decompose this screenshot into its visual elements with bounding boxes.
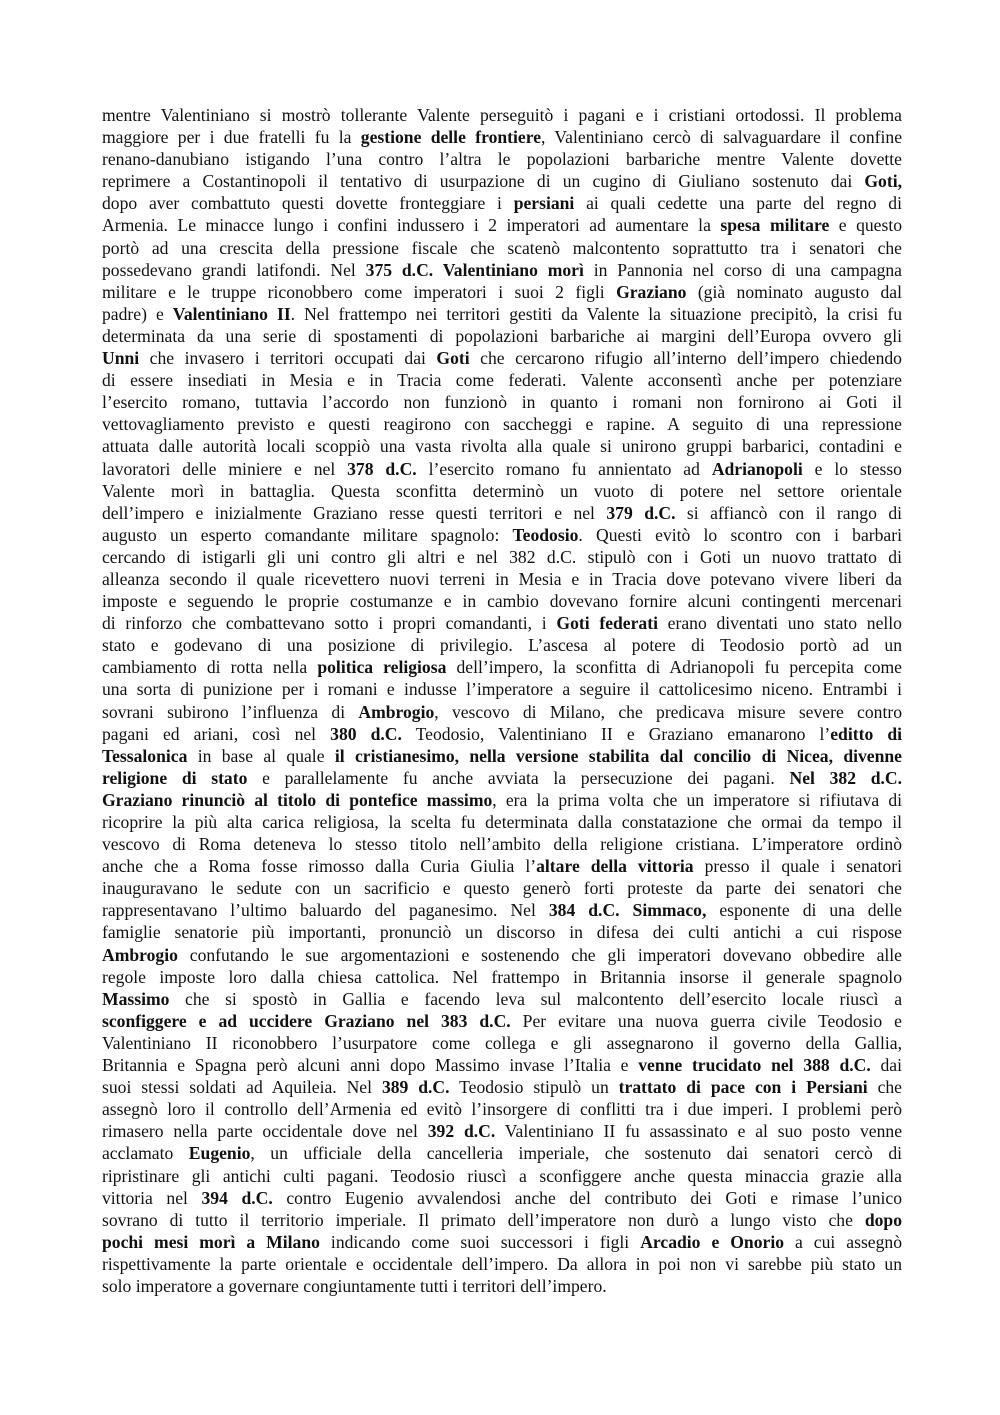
bold-text: Goti, <box>864 171 902 192</box>
bold-text: 375 d.C. Valentiniano morì <box>365 259 584 280</box>
text-span: ripristinare gli antichi culti pagani. Teodosio riuscì a sconfiggere anche questa minaccia grazie alla <box>102 1165 902 1186</box>
text-span: confutando le sue argomentazioni e sostenendo che gli imperatori dovevano obbedire alle <box>177 944 902 965</box>
bold-text: religione di stato <box>102 767 248 788</box>
bold-text: 384 d.C. Simmaco, <box>548 900 707 921</box>
text-span: Valentiniano II riconobbero l’usurpatore come collega e gli assegnarono il governo della Gallia, <box>102 1032 902 1053</box>
text-span: alleanza secondo il quale ricevettero nuovi terreni in Mesia e in Tracia dove potevano vivere liberi da <box>102 568 902 589</box>
text-span: imposte e seguendo le proprie costumanze e in cambio dovevano fornire alcuni contingenti mercenari <box>102 591 902 612</box>
text-span: Teodosio, Valentiniano II e Graziano emanarono l’ <box>401 723 831 744</box>
text-line <box>102 524 902 546</box>
bold-text: trattato di pace con i Persiani <box>618 1077 868 1098</box>
text-span: portò ad una crescita della pressione fiscale che scatenò malcontento soprattutto tra i senatori che <box>102 237 902 258</box>
text-line <box>102 1098 902 1120</box>
text-line <box>102 678 902 700</box>
text-line <box>102 369 902 391</box>
text-line <box>102 1142 902 1164</box>
text-line <box>102 1076 902 1098</box>
text-span: mentre Valentiniano si mostrò tollerante Valente perseguitò i pagani e i cristiani ortodossi. Il problema <box>102 105 902 125</box>
text-span: . Questi evitò lo scontro con i barbari <box>578 524 902 545</box>
text-span: , Valentiniano cercò di salvaguardare il confine <box>541 127 902 148</box>
text-line <box>102 192 902 214</box>
bold-text: Massimo <box>102 988 170 1009</box>
text-line <box>102 435 902 457</box>
text-span: in base al quale <box>187 745 335 766</box>
text-span: , era la prima volta che un imperatore si rifiutava di <box>492 789 903 810</box>
bold-text: Graziano rinunciò al titolo di pontefice massimo <box>102 789 493 810</box>
text-span: Per evitare una nuova guerra civile Teodosio e <box>510 1010 902 1031</box>
text-span: Valentiniano II fu assassinato e al suo posto venne <box>495 1121 902 1142</box>
text-span: vettovagliamento previsto e questi reagirono con saccheggi e rapine. A seguito di una repressione <box>102 414 902 435</box>
text-line <box>102 1253 902 1275</box>
text-line <box>102 833 902 855</box>
text-line <box>102 1165 902 1187</box>
bold-text: 394 d.C. <box>201 1187 273 1208</box>
text-line <box>102 104 902 126</box>
text-line <box>102 701 902 723</box>
text-span: dopo aver combattuto questi dovette fronteggiare i <box>102 193 514 214</box>
text-span: vittoria nel <box>102 1187 202 1208</box>
text-line <box>102 634 902 656</box>
text-span: a cui assegnò <box>784 1231 902 1252</box>
text-span: stato e godevano di una posizione di privilegio. L’ascesa al potere di Teodosio portò ad un <box>102 635 902 656</box>
text-span: militare e le truppe riconobbero come imperatori i suoi 2 figli <box>102 281 617 302</box>
bold-text: 380 d.C. <box>330 723 402 744</box>
bold-text: editto di <box>830 723 902 744</box>
bold-text: Tessalonica <box>102 745 188 766</box>
text-span: lavoratori delle miniere e nel <box>102 458 348 479</box>
text-span: Teodosio stipulò un <box>449 1077 619 1098</box>
bold-text: Valentiniano II <box>172 303 291 324</box>
text-span: rimasero nella parte occidentale dove nel <box>102 1121 428 1142</box>
bold-text: il cristianesimo, nella versione stabilita dal concilio di Nicea, divenne <box>334 745 902 766</box>
text-span: sovrani subirono l’influenza di <box>102 701 359 722</box>
text-line <box>102 170 902 192</box>
text-span: (già nominato augusto dal <box>686 281 902 302</box>
text-line <box>102 458 902 480</box>
text-line <box>102 966 902 988</box>
text-span: cambiamento di rotta nella <box>102 657 318 678</box>
text-span: esponente di una delle <box>706 900 902 921</box>
text-span: inauguravano le sedute con un sacrificio e questo generò forti proteste da parte dei senatori che <box>102 878 902 899</box>
text-line <box>102 899 902 921</box>
text-line <box>102 988 902 1010</box>
text-span: si affiancò con il rango di <box>675 502 902 523</box>
text-span: pagani ed ariani, così nel <box>102 723 331 744</box>
text-span: una sorta di punizione per i romani e indusse l’imperatore a seguire il cattolicesimo niceno. Entrambi i <box>102 679 902 700</box>
text-line <box>102 612 902 634</box>
bold-text: Nel 382 d.C. <box>789 767 902 788</box>
text-span: che invasero i territori occupati dai <box>139 348 437 369</box>
text-line <box>102 855 902 877</box>
text-span: Britannia e Spagna però alcuni anni dopo Massimo invase l’Italia e <box>102 1055 639 1076</box>
bold-text: Graziano <box>616 281 687 302</box>
text-line <box>102 1187 902 1209</box>
text-span: che <box>867 1077 902 1098</box>
bold-text: sconfiggere e ad uccidere Graziano nel 383 d.C. <box>102 1010 511 1031</box>
text-line <box>102 259 902 281</box>
bold-text: Goti <box>436 348 470 369</box>
text-span: . Nel frattempo nei territori gestiti da Valente la situazione precipitò, la crisi fu <box>290 303 902 324</box>
text-span: l’esercito romano fu annientato ad <box>416 458 712 479</box>
text-span: rispettivamente la parte orientale e occidentale dell’impero. Da allora in poi non vi sarebbe più stato un <box>102 1253 902 1274</box>
text-span: sovrano di tutto il territorio imperiale. Il primato dell’imperatore non durò a lungo visto che <box>102 1209 865 1230</box>
bold-text: dopo <box>864 1209 902 1230</box>
text-span: contro Eugenio avvalendosi anche del contributo dei Goti e rimase l’unico <box>272 1187 903 1208</box>
bold-text: 379 d.C. <box>606 502 676 523</box>
text-span: suoi stessi soldati ad Aquileia. Nel <box>102 1077 382 1098</box>
text-span: possedevano grandi latifondi. Nel <box>102 259 366 280</box>
text-line <box>102 590 902 612</box>
text-line <box>102 944 902 966</box>
text-line <box>102 413 902 435</box>
text-span: di essere insediati in Mesia e in Tracia come federati. Valente acconsentì anche per potenziare <box>102 370 902 391</box>
text-span: , vescovo di Milano, che predicava misure severe contro <box>434 701 902 722</box>
text-span: e parallelamente fu anche avviata la persecuzione dei pagani. <box>247 767 790 788</box>
text-line <box>102 237 902 259</box>
bold-text: Adrianopoli <box>711 458 803 479</box>
text-span: rappresentavano l’ultimo baluardo del paganesimo. Nel <box>102 900 549 921</box>
bold-text: Goti federati <box>556 613 658 634</box>
text-span: l’esercito romano, tuttavia l’accordo non funzionò in quanto i romani non fornirono ai Goti il <box>102 392 902 413</box>
bold-text: Ambrogio <box>358 701 435 722</box>
text-line <box>102 1054 902 1076</box>
bold-text: 389 d.C. <box>381 1077 450 1098</box>
bold-text: venne trucidato nel 388 d.C. <box>638 1055 871 1076</box>
text-span: di rinforzo che combattevano sotto i propri comandanti, i <box>102 613 557 634</box>
text-line <box>102 1275 902 1297</box>
text-line <box>102 347 902 369</box>
text-span: famiglie senatorie più importanti, pronunciò un discorso in difesa dei culti antichi a cui rispose <box>102 922 902 943</box>
text-span: solo imperatore a governare congiuntamente tutti i territori dell’impero. <box>102 1275 607 1296</box>
text-span: vescovo di Roma deteneva lo stesso titolo nell’ambito della religione cristiana. L’imperatore ordinò <box>102 834 902 855</box>
text-span: presso il quale i senatori <box>693 856 902 877</box>
text-span: dell’impero, la sconfitta di Adrianopoli fu percepita come <box>446 657 902 678</box>
text-line <box>102 877 902 899</box>
text-span: dai <box>870 1055 902 1076</box>
text-span: , un ufficiale della cancelleria imperiale, che sostenuto dai senatori cercò di <box>250 1143 903 1164</box>
text-span: e questo <box>829 215 903 236</box>
bold-text: altare della vittoria <box>536 856 694 877</box>
text-span: padre) e <box>102 303 173 324</box>
text-span: ricoprire la più alta carica religiosa, la scelta fu determinata dalla constatazione che ormai da tempo il <box>102 812 902 832</box>
text-line <box>102 811 902 833</box>
text-line <box>102 767 902 789</box>
text-span: in Pannonia nel corso di una campagna <box>583 259 902 280</box>
bold-text: Arcadio e Onorio <box>640 1231 785 1252</box>
text-line <box>102 480 902 502</box>
text-span: che si spostò in Gallia e facendo leva sul malcontento dell’esercito locale riuscì a <box>169 988 902 1009</box>
text-span: e lo stesso <box>802 458 902 479</box>
text-line <box>102 391 902 413</box>
text-span: Armenia. Le minacce lungo i confini indussero i 2 imperatori ad aumentare la <box>102 215 721 236</box>
bold-text: 378 d.C. <box>347 458 417 479</box>
text-span: assegnò loro il controllo dell’Armenia ed evitò l’insorgere di conflitti tra i due imperi. I problemi però <box>102 1099 902 1120</box>
text-span: regole imposte loro dalla chiesa cattolica. Nel frattempo in Britannia insorse il generale spagnolo <box>102 966 902 987</box>
text-line <box>102 723 902 745</box>
text-line <box>102 148 902 170</box>
text-span: dell’impero e inizialmente Graziano resse questi territori e nel <box>102 502 607 523</box>
text-span: Valente morì in battaglia. Questa sconfitta determinò un vuoto di potere nel settore orientale <box>102 480 902 501</box>
bold-text: pochi mesi morì a Milano <box>102 1231 320 1252</box>
bold-text: Unni <box>102 348 140 369</box>
text-line <box>102 1032 902 1054</box>
document-body <box>102 104 902 1297</box>
text-line <box>102 546 902 568</box>
text-line <box>102 303 902 325</box>
bold-text: Teodosio <box>512 524 579 545</box>
bold-text: spesa militare <box>720 215 830 236</box>
text-span: cercando di istigarli gli uni contro gli altri e nel 382 d.C. stipulò con i Goti un nuovo trattato di <box>102 546 902 567</box>
text-line <box>102 1231 902 1253</box>
bold-text: Ambrogio <box>102 944 178 965</box>
text-line <box>102 281 902 303</box>
text-span: attuata dalle autorità locali scoppiò una vasta rivolta alla quale si unirono gruppi barbarici, contadini e <box>102 436 902 457</box>
bold-text: 392 d.C. <box>427 1121 496 1142</box>
bold-text: Eugenio <box>188 1143 251 1164</box>
text-span: che cercarono rifugio all’interno dell’impero chiedendo <box>469 348 902 369</box>
text-line <box>102 502 902 524</box>
text-span: renano-danubiano istigando l’una contro l’altra le popolazioni barbariche mentre Valente dovette <box>102 149 902 170</box>
text-span: reprimere a Costantinopoli il tentativo di usurpazione di un cugino di Giuliano sostenuto dai <box>102 171 865 192</box>
text-span: anche che a Roma fosse rimosso dalla Curia Giulia l’ <box>102 856 537 877</box>
bold-text: gestione delle frontiere <box>360 127 542 148</box>
text-line <box>102 214 902 236</box>
text-line <box>102 568 902 590</box>
text-span: determinata da una serie di spostamenti di popolazioni barbariche ai margini dell’Europa ovvero gli <box>102 325 902 346</box>
text-span: indicando come suoi successori i figli <box>319 1231 641 1252</box>
text-span: augusto un esperto comandante militare spagnolo: <box>102 524 513 545</box>
text-line <box>102 126 902 148</box>
text-line <box>102 1010 902 1032</box>
text-line <box>102 325 902 347</box>
text-span: ai quali cedette una parte del regno di <box>574 193 902 214</box>
text-line <box>102 789 902 811</box>
text-span: maggiore per i due fratelli fu la <box>102 127 361 148</box>
text-line <box>102 745 902 767</box>
text-span: erano diventati uno stato nello <box>657 613 902 634</box>
text-span: acclamato <box>102 1143 189 1164</box>
bold-text: politica religiosa <box>317 657 447 678</box>
text-line <box>102 1120 902 1142</box>
text-line <box>102 921 902 943</box>
text-line <box>102 656 902 678</box>
text-line <box>102 1209 902 1231</box>
bold-text: persiani <box>513 193 575 214</box>
